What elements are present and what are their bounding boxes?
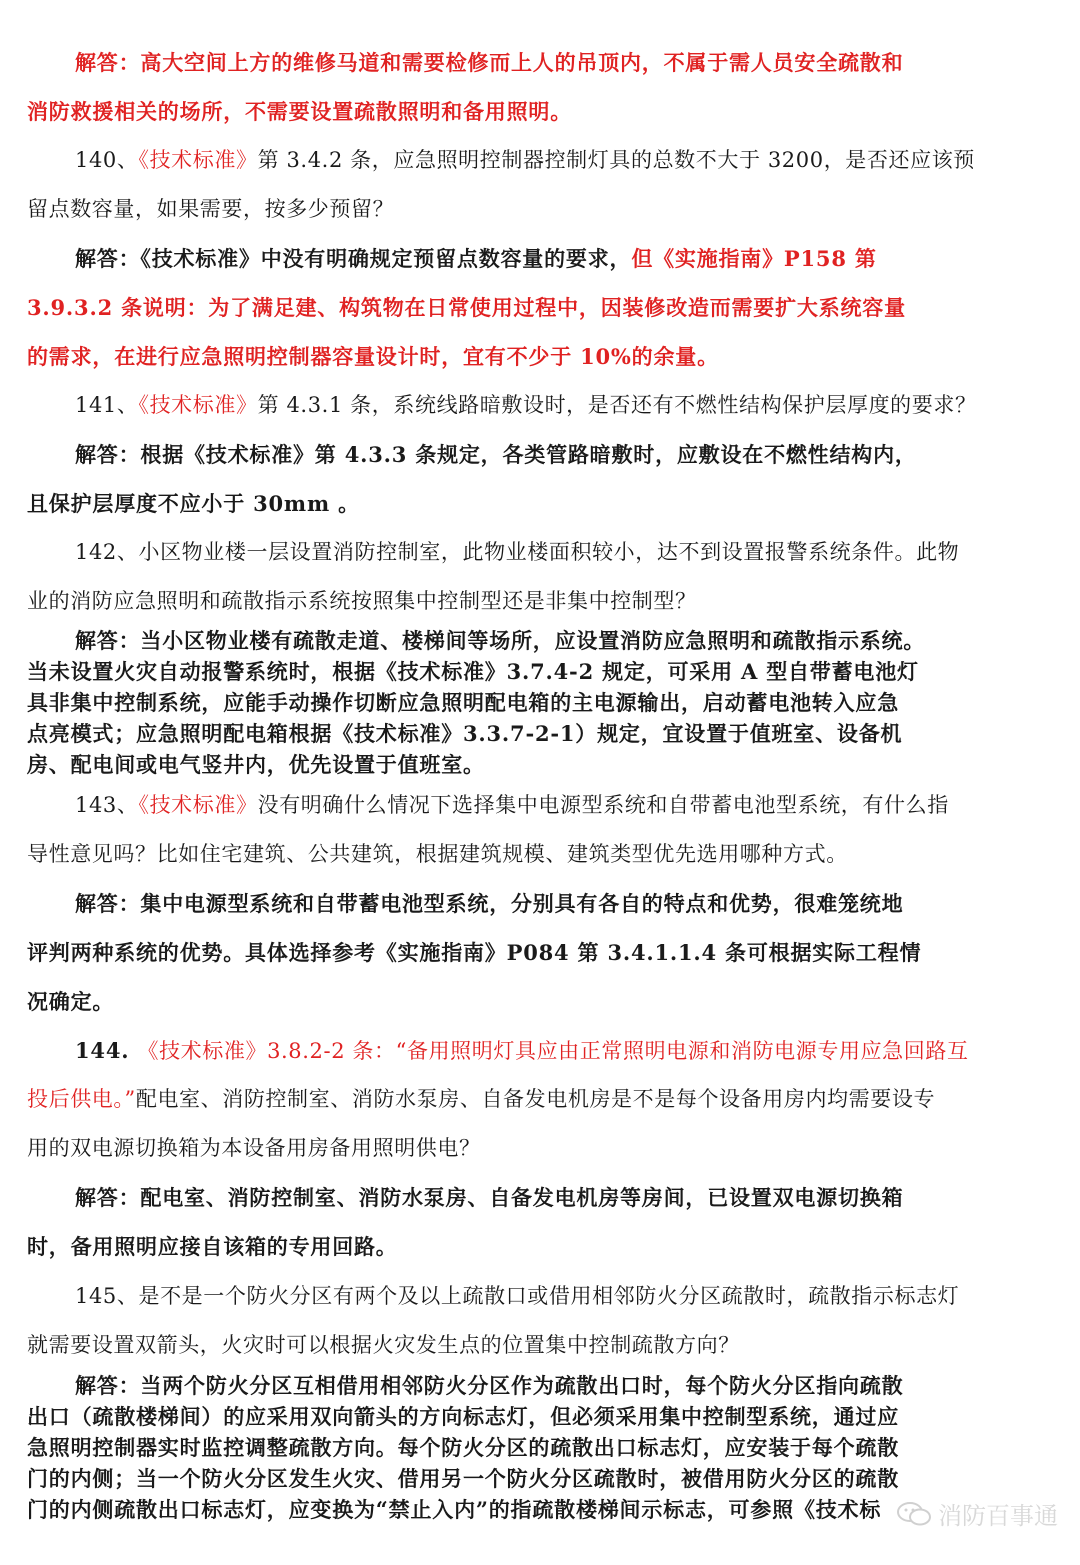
- answer-140: [27, 234, 1057, 381]
- text-run: 评判两种系统的优势。具体选择参考《实施指南》P084 第 3.4.1.1.4 条可根据实际工程情: [27, 940, 922, 965]
- text-line: [27, 1075, 1057, 1124]
- text-line: [27, 749, 1057, 780]
- question-141: [27, 381, 1057, 430]
- text-line: [27, 977, 1057, 1026]
- text-run: 具非集中控制系统，应能手动操作切断应急照明配电箱的主电源输出，启动蓄电池转入应急: [27, 690, 899, 715]
- text-run: 第 3.4.2 条，应急照明控制器控制灯具的总数不大于 3200，是否还应该预: [257, 148, 975, 172]
- text-run: 留点数容量，如果需要，按多少预留？: [27, 197, 395, 221]
- text-run: 解答：高大空间上方的维修马道和需要检修而上人的吊顶内，不属于需人员安全疏散和: [75, 50, 904, 75]
- text-run: 导性意见吗？比如住宅建筑、公共建筑，根据建筑规模、建筑类型优先选用哪种方式。: [27, 842, 848, 866]
- text-run: 配电室、消防控制室、消防水泵房、自备发电机房是不是每个设备用房内均需要设专: [135, 1087, 936, 1111]
- text-line: [27, 656, 1057, 687]
- text-run: 况确定。: [27, 989, 115, 1014]
- text-line: [27, 1463, 1057, 1494]
- text-line: [27, 1321, 1057, 1370]
- text-line: [27, 479, 1057, 528]
- answer-139-tail: [27, 38, 1057, 136]
- text-run: 《技术标准》: [138, 393, 258, 417]
- question-number: 143、: [75, 793, 139, 817]
- text-run: 解答：配电室、消防控制室、消防水泵房、自备发电机房等房间，已设置双电源切换箱: [75, 1185, 904, 1210]
- text-run: 但《实施指南》P158 第: [631, 246, 877, 271]
- text-line: [27, 928, 1057, 977]
- text-run: 的需求，在进行应急照明控制器容量设计时，宜有不少于 10%的余量。: [27, 344, 719, 369]
- text-line: [27, 781, 1057, 830]
- answer-144: [27, 1173, 1057, 1271]
- answer-142: [27, 625, 1057, 780]
- text-line: [27, 38, 1057, 87]
- question-140: [27, 136, 1057, 234]
- text-line: [27, 577, 1057, 626]
- text-run: 业的消防应急照明和疏散指示系统按照集中控制型还是非集中控制型？: [27, 589, 697, 613]
- text-run: 《技术标准》3.8.2-2 条：“备用照明灯具应由正常照明电源和消防电源专用应急回路互: [137, 1039, 969, 1063]
- text-run: 解答：当小区物业楼有疏散走道、楼梯间等场所，应设置消防应急照明和疏散指示系统。: [75, 628, 926, 653]
- text-run: 解答：《技术标准》中没有明确规定预留点数容量的要求，: [75, 246, 632, 271]
- text-line: [27, 1272, 1057, 1321]
- text-line: [27, 1222, 1057, 1271]
- question-143: [27, 781, 1057, 879]
- text-line: [27, 430, 1057, 479]
- text-run: 就需要设置双箭头，火灾时可以根据火灾发生点的位置集中控制疏散方向？: [27, 1333, 740, 1357]
- watermark-text: 消防百事通: [938, 1502, 1058, 1530]
- text-run: 第 4.3.1 条，系统线路暗敷设时，是否还有不燃性结构保护层厚度的要求？: [257, 393, 977, 417]
- text-line: [27, 332, 1057, 381]
- question-number: 140、: [75, 148, 139, 172]
- text-run: 门的内侧；当一个防火分区发生火灾、借用另一个防火分区疏散时，被借用防火分区的疏散: [27, 1466, 899, 1491]
- answer-141: [27, 430, 1057, 528]
- text-run: 消防救援相关的场所，不需要设置疏散照明和备用照明。: [27, 99, 572, 124]
- text-line: [27, 1432, 1057, 1463]
- text-line: [27, 1124, 1057, 1173]
- text-line: [27, 1173, 1057, 1222]
- text-line: [27, 1401, 1057, 1432]
- text-run: 且保护层厚度不应小于 30mm 。: [27, 491, 360, 516]
- text-run: 当未设置火灾自动报警系统时，根据《技术标准》3.7.4-2 规定，可采用 A 型自带蓄电池灯: [27, 659, 919, 684]
- text-run: 解答：当两个防火分区互相借用相邻防火分区作为疏散出口时，每个防火分区指向疏散: [75, 1373, 904, 1398]
- question-145: [27, 1272, 1057, 1370]
- text-run: 《技术标准》: [138, 793, 258, 817]
- text-line: [27, 830, 1057, 879]
- question-144: [27, 1026, 1057, 1173]
- watermark: [896, 1496, 1058, 1531]
- text-line: [27, 136, 1057, 185]
- text-run: 3.9.3.2 条说明：为了满足建、构筑物在日常使用过程中，因装修改造而需要扩大系统容量: [27, 295, 906, 320]
- text-line: [27, 718, 1057, 749]
- text-run: 解答：集中电源型系统和自带蓄电池型系统，分别具有各自的特点和优势，很难笼统地: [75, 891, 904, 916]
- text-run: 解答：根据《技术标准》第 4.3.3 条规定，各类管路暗敷时，应敷设在不燃性结构内，: [75, 442, 917, 467]
- text-line: [27, 283, 1057, 332]
- text-run: 没有明确什么情况下选择集中电源型系统和自带蓄电池型系统，有什么指: [257, 793, 949, 817]
- question-number: 144.: [75, 1038, 138, 1063]
- text-run: 145、是不是一个防火分区有两个及以上疏散口或借用相邻防火分区疏散时，疏散指示标志灯: [75, 1284, 960, 1308]
- question-number: 141、: [75, 393, 139, 417]
- answer-143: [27, 879, 1057, 1026]
- text-run: 房、配电间或电气竖井内，优先设置于值班室。: [27, 752, 485, 777]
- text-line: [27, 879, 1057, 928]
- text-run: 门的内侧疏散出口标志灯，应变换为“禁止入内”的指疏散楼梯间示标志，可参照《技术标: [27, 1497, 882, 1522]
- text-run: 投后供电。”: [27, 1087, 136, 1111]
- question-142: [27, 528, 1057, 626]
- text-line: [27, 87, 1057, 136]
- text-line: [27, 1026, 1057, 1075]
- text-run: 142、小区物业楼一层设置消防控制室，此物业楼面积较小，达不到设置报警系统条件。此物: [75, 540, 960, 564]
- wechat-icon: [896, 1500, 932, 1528]
- text-line: [27, 687, 1057, 718]
- text-line: [27, 625, 1057, 656]
- text-run: 时，备用照明应接自该箱的专用回路。: [27, 1234, 398, 1259]
- text-line: [27, 528, 1057, 577]
- text-run: 《技术标准》: [138, 148, 258, 172]
- text-line: [27, 185, 1057, 234]
- text-run: 急照明控制器实时监控调整疏散方向。每个防火分区的疏散出口标志灯，应安装于每个疏散: [27, 1435, 899, 1460]
- text-line: [27, 1370, 1057, 1401]
- text-run: 出口（疏散楼梯间）的应采用双向箭头的方向标志灯，但必须采用集中控制型系统，通过应: [27, 1404, 899, 1429]
- text-run: 点亮模式；应急照明配电箱根据《技术标准》3.3.7-2-1）规定，宜设置于值班室、设备机: [27, 721, 903, 746]
- text-line: [27, 234, 1057, 283]
- text-line: [27, 381, 1057, 430]
- text-run: 用的双电源切换箱为本设备用房备用照明供电？: [27, 1136, 481, 1160]
